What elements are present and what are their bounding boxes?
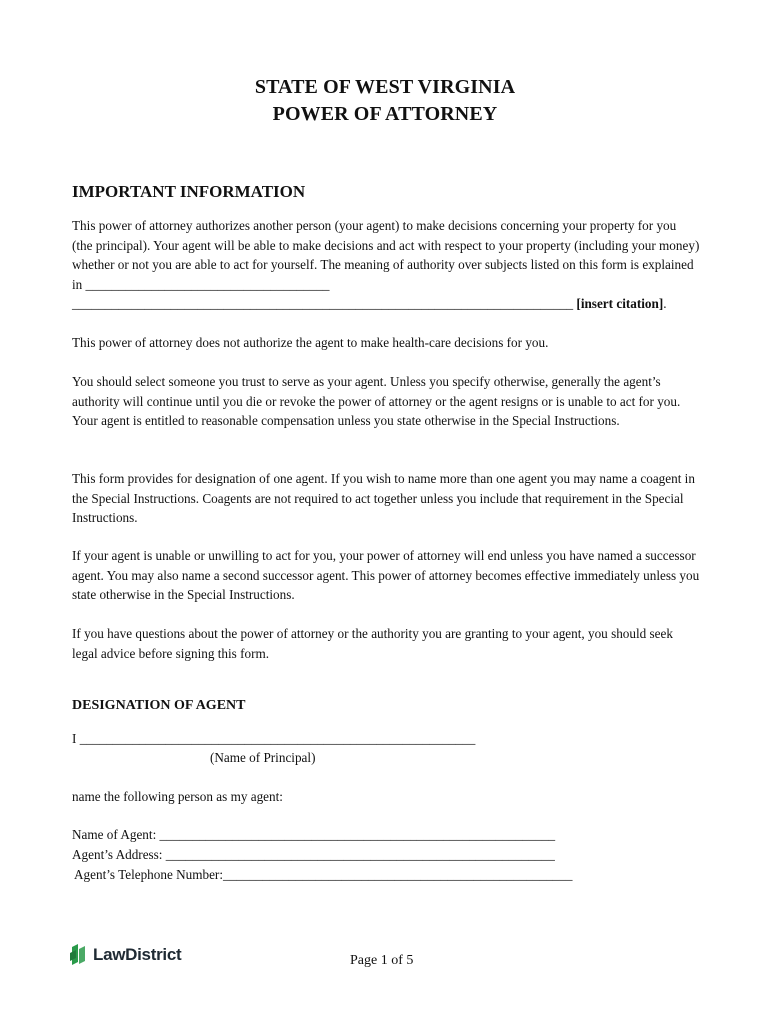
principal-name-field[interactable]: I ____________________________________________________________ [72,731,476,746]
paragraph-select-agent: You should select someone you trust to serve as your agent. Unless you specify otherwise, generally the agent’s authority will continue until you die or revoke the power of attorney or the agent resigns or is unable to act for you. Your agent is entitled to reasonable compensation unless you state otherwise in the Special Instructions. [72,374,681,428]
principal-name-caption: (Name of Principal) [210,750,316,765]
lawdistrict-logo-icon [70,944,90,966]
lawdistrict-logo [70,944,181,966]
important-information-heading: IMPORTANT INFORMATION [72,182,306,201]
document-title: POWER OF ATTORNEY [272,103,498,125]
paragraph-legal-advice: If you have questions about the power of attorney or the authority you are granting to your agent, you should seek legal advice before signing this form. [72,626,673,661]
paragraph-health-care: This power of attorney does not authorize the agent to make health-care decisions for you. [72,335,549,350]
agent-name-field[interactable]: Name of Agent: ____________________________________________________________ [72,827,556,842]
insert-citation-placeholder: [insert citation] [576,296,664,311]
paragraph-authorization-end: . [663,296,667,311]
designation-of-agent-heading: DESIGNATION OF AGENT [72,698,246,713]
paragraph-coagent: This form provides for designation of one agent. If you wish to name more than one agent you may name a coagent in the Special Instructions. Coagents are not required to act together unless you include that requirement in the Special Instructions. [72,471,695,525]
agent-telephone-field[interactable]: Agent’s Telephone Number:_____________________________________________________ [74,867,573,882]
paragraph-successor-agent: If your agent is unable or unwilling to act for you, your power of attorney will end unless you have named a successor agent. You may also name a second successor agent. This power of attorney becomes effective immediately unless you state otherwise in the Special Instructions. [72,548,700,602]
agent-address-field[interactable]: Agent’s Address: ___________________________________________________________ [72,847,555,862]
lawdistrict-logo-text: LawDistrict [93,945,182,964]
name-agent-statement: name the following person as my agent: [72,789,283,804]
paragraph-authorization-text: This power of attorney authorizes another person (your agent) to make decisions concerning your property for you (the principal). Your agent will be able to make decisions and act with respect to your property (including your money) whether or not you are able to act for yourself. The meaning of authority over subjects listed on this form is explained in _____________________________________ ____________________________________________________________________________ [72,218,700,311]
page-number: Page 1 of 5 [350,953,414,968]
paragraph-authorization [72,216,700,314]
document-title-state: STATE OF WEST VIRGINIA [254,76,516,98]
